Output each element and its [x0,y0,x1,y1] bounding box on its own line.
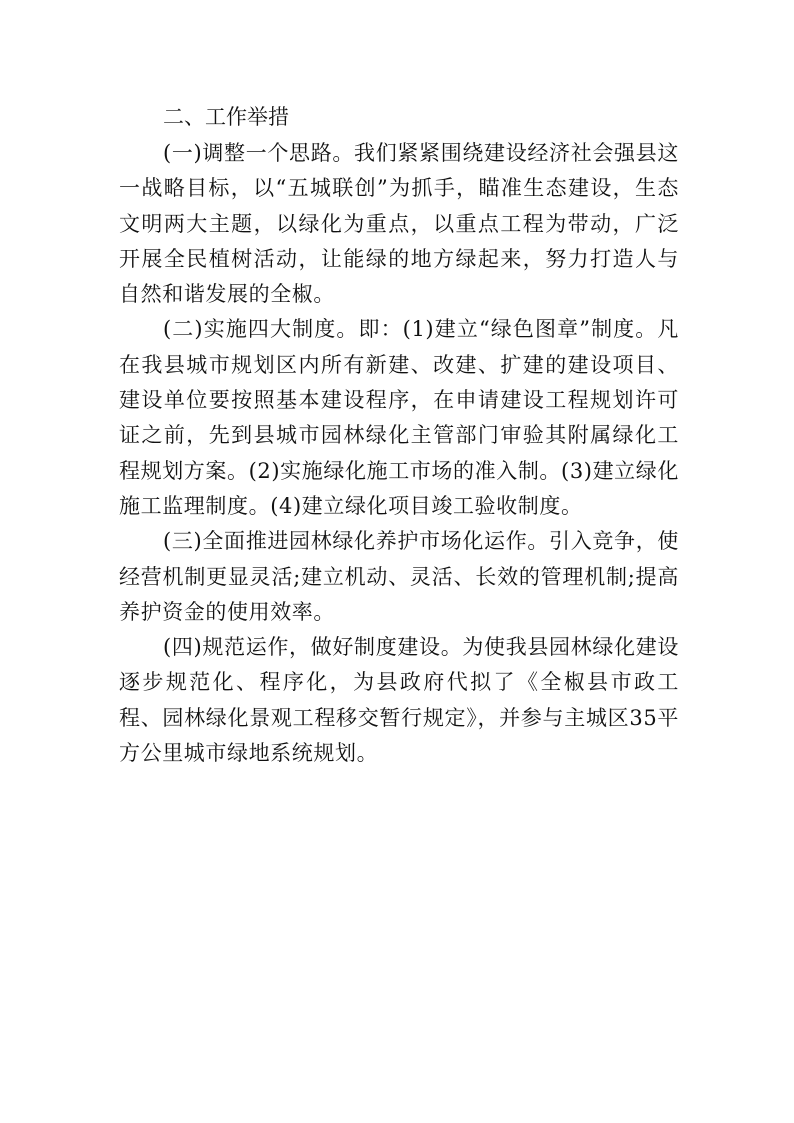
paragraph-3: (三)全面推进园林绿化养护市场化运作。引入竞争，使经营机制更显灵活;建立机动、灵活、长效的管理机制;提高养护资金的使用效率。 [119,529,679,624]
document-page [119,99,679,771]
paragraph-4: (四)规范运作，做好制度建设。为使我县园林绿化建设逐步规范化、程序化，为县政府代拟了《全椒县市政工程、园林绿化景观工程移交暂行规定》，并参与主城区35平方公里城市绿地系统规划。 [119,635,679,766]
paragraph-1: (一)调整一个思路。我们紧紧围绕建设经济社会强县这一战略目标，以“五城联创”为抓手，瞄准生态建设，生态文明两大主题，以绿化为重点，以重点工程为带动，广泛开展全民植树活动，让能绿的地方绿起来，努力打造人与自然和谐发展的全椒。 [119,141,679,307]
section-heading: 二、工作举措 [163,105,289,129]
paragraph-2: (二)实施四大制度。即：(1)建立“绿色图章”制度。凡在我县城市规划区内所有新建、改建、扩建的建设项目、建设单位要按照基本建设程序，在申请建设工程规划许可证之前，先到县城市园林绿化主管部门审验其附属绿化工程规划方案。(2)实施绿化施工市场的准入制。(3)建立绿化施工监理制度。(4)建立绿化项目竣工验收制度。 [119,317,679,518]
